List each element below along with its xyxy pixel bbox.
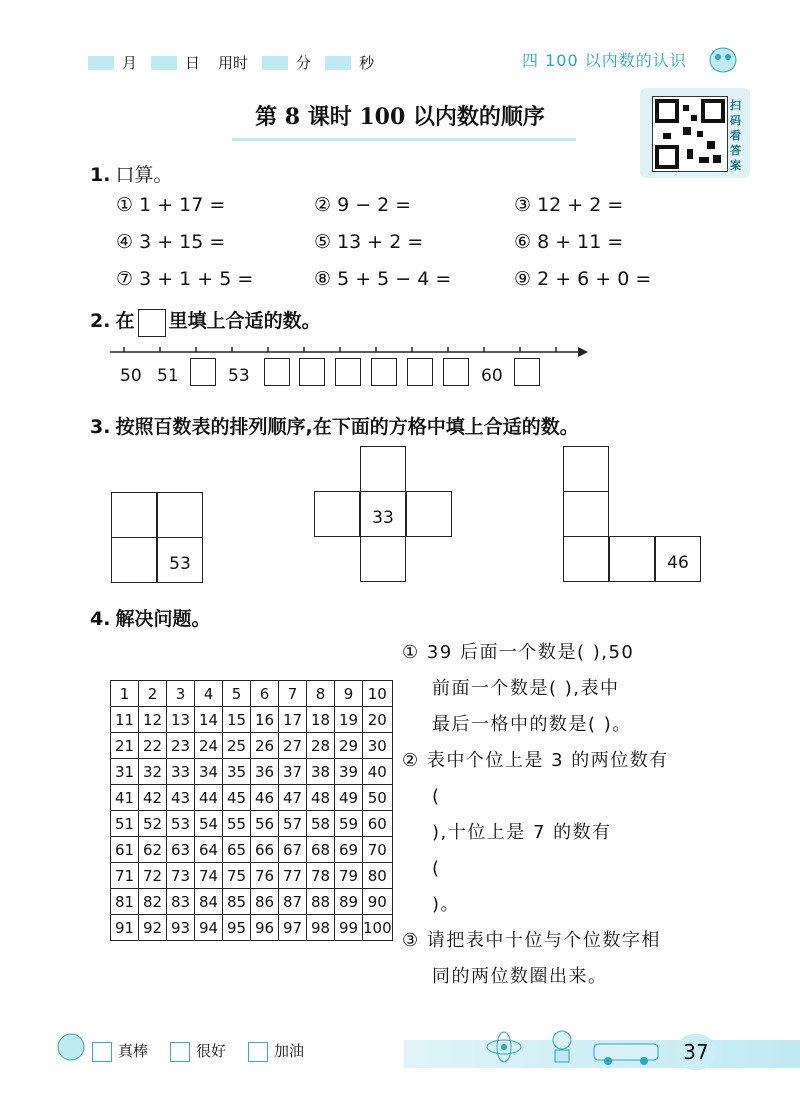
- month-label: 月: [122, 54, 138, 72]
- q1-item[interactable]: ⑨ 2 + 6 + 0 =: [514, 268, 652, 290]
- number-line-box[interactable]: [443, 358, 469, 386]
- number-line-label: 50: [120, 366, 142, 386]
- hundred-chart-cell[interactable]: 36: [251, 759, 279, 785]
- number-line-box[interactable]: [299, 358, 325, 386]
- q4-line: ② 表中个位上是 3 的两位数有: [402, 750, 669, 771]
- hundred-chart-cell[interactable]: 50: [363, 785, 393, 811]
- q1-heading: [90, 160, 173, 187]
- hundred-chart-cell[interactable]: 51: [111, 811, 139, 837]
- hundred-chart-cell[interactable]: 70: [363, 837, 393, 863]
- page-number: 37: [676, 1034, 716, 1070]
- plant-icon: [548, 1026, 576, 1068]
- hundred-chart-cell[interactable]: 45: [223, 785, 251, 811]
- hundred-chart-cell[interactable]: 29: [335, 733, 363, 759]
- q4-line: 同的两位数圈出来。: [432, 966, 608, 987]
- self-rating: [92, 1040, 304, 1062]
- hundred-chart-cell[interactable]: 68: [307, 837, 335, 863]
- q4-line: 前面一个数是( ),表中: [432, 678, 620, 699]
- mascot-icon: [54, 1030, 88, 1068]
- hundred-chart-cell[interactable]: 23: [167, 733, 195, 759]
- hundred-chart-cell[interactable]: 25: [223, 733, 251, 759]
- checkbox-icon[interactable]: [170, 1042, 190, 1062]
- hundred-chart-row: [111, 811, 393, 837]
- number-line-label: 60: [481, 366, 503, 386]
- hundred-chart-cell[interactable]: 91: [111, 915, 139, 941]
- hundred-chart-cell[interactable]: 77: [279, 863, 307, 889]
- q4-line: 最后一格中的数是( )。: [432, 714, 632, 735]
- hundred-chart-row: [111, 837, 393, 863]
- hundred-chart-cell[interactable]: 60: [363, 811, 393, 837]
- hundred-chart-cell[interactable]: 32: [139, 759, 167, 785]
- hundred-chart-cell[interactable]: 22: [139, 733, 167, 759]
- hundred-chart-cell[interactable]: 62: [139, 837, 167, 863]
- day-label: 日: [185, 54, 201, 72]
- q4-heading: [90, 604, 211, 631]
- q3-prompt: 按照百数表的排列顺序,在下面的方格中填上合适的数。: [115, 416, 579, 438]
- grid-cell[interactable]: [111, 492, 157, 538]
- hundred-chart-cell[interactable]: 80: [363, 863, 393, 889]
- hundred-chart-cell[interactable]: 100: [363, 915, 393, 941]
- q4-prompt: 解决问题。: [115, 608, 211, 630]
- hundred-chart-cell[interactable]: 82: [139, 889, 167, 915]
- hundred-chart-cell[interactable]: 89: [335, 889, 363, 915]
- hundred-chart-cell[interactable]: 21: [111, 733, 139, 759]
- hundred-chart-row: [111, 785, 393, 811]
- chapter-title: 四 100 以内数的认识: [522, 51, 687, 70]
- q2-sample-box: [138, 309, 166, 337]
- number-line-label: 53: [228, 366, 250, 386]
- grid-cell[interactable]: [360, 446, 406, 492]
- minute-blank[interactable]: [262, 56, 288, 70]
- hundred-chart-cell[interactable]: 39: [335, 759, 363, 785]
- hundred-chart-cell[interactable]: 44: [195, 785, 223, 811]
- rating-keep-going-label: 加油: [274, 1042, 305, 1060]
- hundred-chart-cell[interactable]: 57: [279, 811, 307, 837]
- grid-cell[interactable]: [111, 537, 157, 583]
- hundred-chart-cell[interactable]: 56: [251, 811, 279, 837]
- hundred-chart-cell[interactable]: 74: [195, 863, 223, 889]
- month-blank[interactable]: [88, 56, 114, 70]
- checkbox-icon[interactable]: [92, 1042, 112, 1062]
- hundred-chart-cell[interactable]: 41: [111, 785, 139, 811]
- number-line-box[interactable]: [407, 358, 433, 386]
- hundred-chart-cell[interactable]: 75: [223, 863, 251, 889]
- grid-cell-given: 46: [655, 536, 701, 582]
- hundred-chart-cell[interactable]: 43: [167, 785, 195, 811]
- hundred-chart-cell[interactable]: 88: [307, 889, 335, 915]
- hundred-chart-cell[interactable]: 79: [335, 863, 363, 889]
- second-blank[interactable]: [325, 56, 351, 70]
- hundred-chart-cell[interactable]: 38: [307, 759, 335, 785]
- checkbox-icon[interactable]: [248, 1042, 268, 1062]
- hundred-chart-cell[interactable]: 14: [195, 707, 223, 733]
- hundred-chart-cell[interactable]: 1: [111, 681, 139, 707]
- hundred-chart-cell[interactable]: 35: [223, 759, 251, 785]
- hundred-chart-row: [111, 759, 393, 785]
- rating-great[interactable]: [92, 1040, 148, 1062]
- number-line-box[interactable]: [335, 358, 361, 386]
- hundred-chart-cell[interactable]: 99: [335, 915, 363, 941]
- hundred-chart-cell[interactable]: 53: [167, 811, 195, 837]
- hundred-chart-cell[interactable]: 78: [307, 863, 335, 889]
- hundred-chart-cell[interactable]: 15: [223, 707, 251, 733]
- hundred-chart-cell[interactable]: 81: [111, 889, 139, 915]
- rating-good-label: 很好: [196, 1042, 227, 1060]
- hundred-chart-cell[interactable]: 65: [223, 837, 251, 863]
- hundred-chart-cell[interactable]: 19: [335, 707, 363, 733]
- rating-great-label: 真棒: [118, 1042, 149, 1060]
- hundred-chart-cell[interactable]: 6: [251, 681, 279, 707]
- qr-caption: 扫码看答案: [730, 99, 741, 172]
- title-underline: [232, 138, 576, 141]
- grid-cell[interactable]: [406, 491, 452, 537]
- hundred-chart-cell[interactable]: 18: [307, 707, 335, 733]
- grid-cell-given: 33: [360, 491, 406, 537]
- q2-number: 2.: [90, 310, 111, 332]
- grid-cell[interactable]: [563, 491, 609, 537]
- hundred-chart-cell[interactable]: 83: [167, 889, 195, 915]
- q1-item[interactable]: ⑦ 3 + 1 + 5 =: [116, 268, 254, 290]
- rating-good[interactable]: [170, 1040, 226, 1062]
- hundred-chart-cell[interactable]: 4: [195, 681, 223, 707]
- hundred-chart-cell[interactable]: 5: [223, 681, 251, 707]
- bus-icon: [592, 1040, 662, 1070]
- q1-item[interactable]: ⑧ 5 + 5 − 4 =: [314, 268, 452, 290]
- hundred-chart-cell[interactable]: 72: [139, 863, 167, 889]
- hundred-chart-cell[interactable]: 55: [223, 811, 251, 837]
- hundred-chart-cell[interactable]: 96: [251, 915, 279, 941]
- hundred-chart-cell[interactable]: 37: [279, 759, 307, 785]
- hundred-chart-cell[interactable]: 42: [139, 785, 167, 811]
- owl-mascot-icon: [706, 40, 740, 74]
- hundred-chart: [110, 680, 393, 941]
- q4-line: ),十位上是 7 的数有: [432, 822, 612, 843]
- hundred-chart-cell[interactable]: 84: [195, 889, 223, 915]
- grid-cell[interactable]: [563, 536, 609, 582]
- hundred-chart-cell[interactable]: 92: [139, 915, 167, 941]
- hundred-chart-cell[interactable]: 67: [279, 837, 307, 863]
- time-used-label: 用时: [218, 54, 249, 72]
- hundred-chart-cell[interactable]: 34: [195, 759, 223, 785]
- number-line-box[interactable]: [371, 358, 397, 386]
- hundred-chart-cell[interactable]: 95: [223, 915, 251, 941]
- hundred-chart-cell[interactable]: 58: [307, 811, 335, 837]
- minute-label: 分: [296, 54, 312, 72]
- number-line-label: 51: [157, 366, 179, 386]
- hundred-chart-row: [111, 681, 393, 707]
- hundred-chart-cell[interactable]: 73: [167, 863, 195, 889]
- hundred-chart-row: [111, 733, 393, 759]
- hundred-chart-cell[interactable]: 24: [195, 733, 223, 759]
- hundred-chart-row: [111, 915, 393, 941]
- hundred-chart-cell[interactable]: 2: [139, 681, 167, 707]
- hundred-chart-cell[interactable]: 63: [167, 837, 195, 863]
- hundred-chart-cell[interactable]: 54: [195, 811, 223, 837]
- hundred-chart-cell[interactable]: 61: [111, 837, 139, 863]
- hundred-chart-cell[interactable]: 20: [363, 707, 393, 733]
- hundred-chart-cell[interactable]: 16: [251, 707, 279, 733]
- grid-cell[interactable]: [157, 492, 203, 538]
- hundred-chart-cell[interactable]: 30: [363, 733, 393, 759]
- hundred-chart-cell[interactable]: 11: [111, 707, 139, 733]
- grid-cell-given: 53: [157, 537, 203, 583]
- hundred-chart-cell[interactable]: 46: [251, 785, 279, 811]
- hundred-chart-cell[interactable]: 10: [363, 681, 393, 707]
- q4-line: ① 39 后面一个数是( ),50: [402, 642, 635, 663]
- q2-prompt-after: 里填上合适的数。: [168, 310, 321, 332]
- q4-line: )。: [432, 894, 461, 915]
- hundred-chart-cell[interactable]: 13: [167, 707, 195, 733]
- grid-cell[interactable]: [360, 536, 406, 582]
- q4-line: (: [432, 858, 441, 879]
- hundred-chart-cell[interactable]: 40: [363, 759, 393, 785]
- hundred-chart-cell[interactable]: 90: [363, 889, 393, 915]
- hundred-chart-cell[interactable]: 64: [195, 837, 223, 863]
- hundred-chart-cell[interactable]: 71: [111, 863, 139, 889]
- second-label: 秒: [359, 54, 375, 72]
- hundred-chart-cell[interactable]: 48: [307, 785, 335, 811]
- hundred-chart-cell[interactable]: 94: [195, 915, 223, 941]
- q4-number: 4.: [90, 608, 111, 630]
- hundred-chart-cell[interactable]: 87: [279, 889, 307, 915]
- hundred-chart-cell[interactable]: 49: [335, 785, 363, 811]
- hundred-chart-cell[interactable]: 93: [167, 915, 195, 941]
- q1-prompt: 口算。: [115, 164, 173, 186]
- q4-line: ③ 请把表中十位与个位数字相: [402, 930, 661, 951]
- hundred-chart-cell[interactable]: 9: [335, 681, 363, 707]
- hundred-chart-cell[interactable]: 3: [167, 681, 195, 707]
- q3-heading: [90, 412, 579, 439]
- hundred-chart-row: [111, 707, 393, 733]
- hundred-chart-cell[interactable]: 8: [307, 681, 335, 707]
- hundred-chart-cell[interactable]: 97: [279, 915, 307, 941]
- hundred-chart-cell[interactable]: 17: [279, 707, 307, 733]
- number-line-box[interactable]: [514, 358, 540, 386]
- q3-number: 3.: [90, 416, 111, 438]
- lesson-title: 第 8 课时 100 以内数的顺序: [255, 104, 545, 130]
- hundred-chart-cell[interactable]: 85: [223, 889, 251, 915]
- hundred-chart-cell[interactable]: 7: [279, 681, 307, 707]
- hundred-chart-cell[interactable]: 31: [111, 759, 139, 785]
- q1-item[interactable]: ⑤ 13 + 2 =: [314, 231, 424, 253]
- hundred-chart-cell[interactable]: 47: [279, 785, 307, 811]
- hundred-chart-cell[interactable]: 28: [307, 733, 335, 759]
- number-line-box[interactable]: [190, 358, 216, 386]
- hundred-chart-cell[interactable]: 86: [251, 889, 279, 915]
- q1-number: 1.: [90, 164, 111, 186]
- date-time-header: [88, 52, 384, 73]
- hundred-chart-cell[interactable]: 12: [139, 707, 167, 733]
- q1-item[interactable]: ① 1 + 17 =: [116, 194, 226, 216]
- hundred-chart-cell[interactable]: 52: [139, 811, 167, 837]
- grid-cell[interactable]: [563, 446, 609, 492]
- day-blank[interactable]: [151, 56, 177, 70]
- hundred-chart-row: [111, 889, 393, 915]
- hundred-chart-row: [111, 863, 393, 889]
- qr-code-icon[interactable]: [652, 96, 728, 172]
- q1-item[interactable]: ④ 3 + 15 =: [116, 231, 226, 253]
- grid-cell[interactable]: [609, 536, 655, 582]
- q2-heading: [90, 306, 321, 337]
- atom-icon: [484, 1030, 524, 1068]
- hundred-chart-cell[interactable]: 66: [251, 837, 279, 863]
- q2-prompt-before: 在: [115, 310, 135, 332]
- q1-item[interactable]: ⑥ 8 + 11 =: [514, 231, 624, 253]
- q1-item[interactable]: ③ 12 + 2 =: [514, 194, 624, 216]
- hundred-chart-cell[interactable]: 33: [167, 759, 195, 785]
- rating-keep-going[interactable]: [248, 1040, 304, 1062]
- hundred-chart-cell[interactable]: 27: [279, 733, 307, 759]
- hundred-chart-cell[interactable]: 59: [335, 811, 363, 837]
- hundred-chart-cell[interactable]: 26: [251, 733, 279, 759]
- hundred-chart-cell[interactable]: 76: [251, 863, 279, 889]
- grid-cell[interactable]: [314, 491, 360, 537]
- q4-line: (: [432, 786, 441, 807]
- hundred-chart-cell[interactable]: 69: [335, 837, 363, 863]
- number-line-box[interactable]: [264, 358, 290, 386]
- q1-item[interactable]: ② 9 − 2 =: [314, 194, 412, 216]
- hundred-chart-cell[interactable]: 98: [307, 915, 335, 941]
